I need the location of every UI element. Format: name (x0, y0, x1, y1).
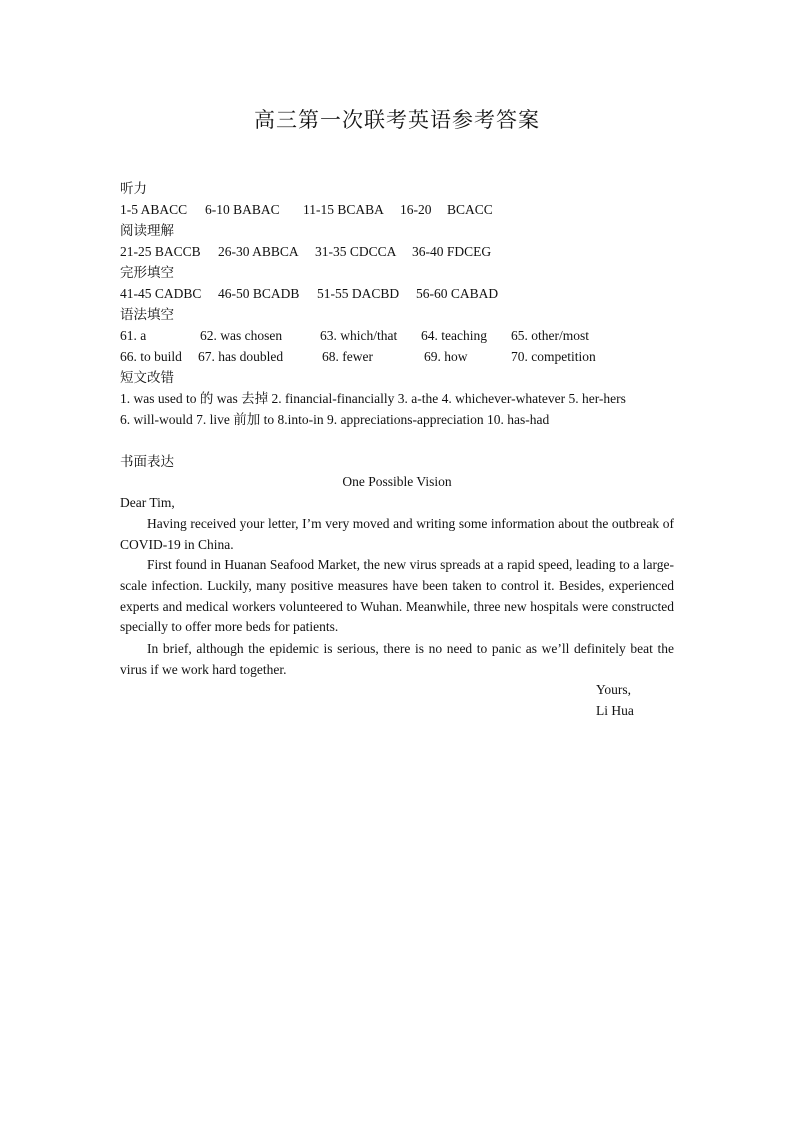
grammar-answer-66: 66. to build (120, 349, 182, 364)
grammar-answer-65: 65. other/most (511, 328, 589, 343)
cloze-answer-3: 51-55 DACBD (317, 286, 400, 301)
reading-answer-3: 31-35 CDCCA (315, 244, 397, 259)
cloze-answer-1: 41-45 CADBC (120, 286, 202, 301)
grammar-answer-67: 67. has doubled (198, 349, 284, 364)
grammar-answer-70: 70. competition (511, 349, 596, 364)
essay-closing: Yours, (596, 682, 632, 697)
correction-heading: 短文改错 (120, 370, 174, 385)
correction-line-1: 1. was used to 的 was 去掉 2. financial-financially 3. a-the 4. whichever-whatever 5. her-hers (120, 391, 626, 406)
grammar-answer-69: 69. how (424, 349, 468, 364)
essay-paragraph-1: Having received your letter, I’m very moved and writing some information about the outbreak of COVID-19 in China. (120, 516, 674, 552)
essay-salutation: Dear Tim, (120, 495, 175, 510)
cloze-answer-2: 46-50 BCADB (218, 286, 300, 301)
grammar-answer-68: 68. fewer (322, 349, 373, 364)
grammar-answer-63: 63. which/that (320, 328, 398, 343)
essay-paragraph-3: In brief, although the epidemic is serious, there is no need to panic as we’ll definitely beat the virus if we work hard together. (120, 641, 674, 677)
reading-heading: 阅读理解 (120, 223, 174, 238)
listening-answer-1: 1-5 ABACC (120, 202, 188, 217)
listening-answer-5: BCACC (447, 202, 493, 217)
reading-answer-1: 21-25 BACCB (120, 244, 201, 259)
page-title: 高三第一次联考英语参考答案 (254, 108, 540, 132)
reading-answer-2: 26-30 ABBCA (218, 244, 299, 259)
writing-heading: 书面表达 (120, 454, 174, 469)
cloze-heading: 完形填空 (120, 265, 174, 280)
essay-paragraph-2: First found in Huanan Seafood Market, the new virus spreads at a rapid speed, leading to a large-scale infection. Luckily, many positive measures have been taken to control it. Besides, experienced experts and medical workers volunteered to Wuhan. Meanwhile, three new hospitals were constructed specially to offer more beds for patients. (120, 557, 674, 635)
correction-line-2: 6. will-would 7. live 前加 to 8.into-in 9. appreciations-appreciation 10. has-had (120, 412, 550, 427)
grammar-heading: 语法填空 (120, 307, 174, 322)
grammar-answer-62: 62. was chosen (200, 328, 283, 343)
grammar-answer-61: 61. a (120, 328, 147, 343)
grammar-answer-64: 64. teaching (421, 328, 487, 343)
cloze-answer-4: 56-60 CABAD (416, 286, 499, 301)
reading-answer-4: 36-40 FDCEG (412, 244, 492, 259)
listening-answer-3: 11-15 BCABA (303, 202, 384, 217)
listening-heading: 听力 (120, 181, 147, 196)
listening-answer-2: 6-10 BABAC (205, 202, 280, 217)
essay-signature: Li Hua (596, 703, 634, 718)
essay-title: One Possible Vision (342, 474, 452, 489)
listening-answer-4: 16-20 (400, 202, 432, 217)
